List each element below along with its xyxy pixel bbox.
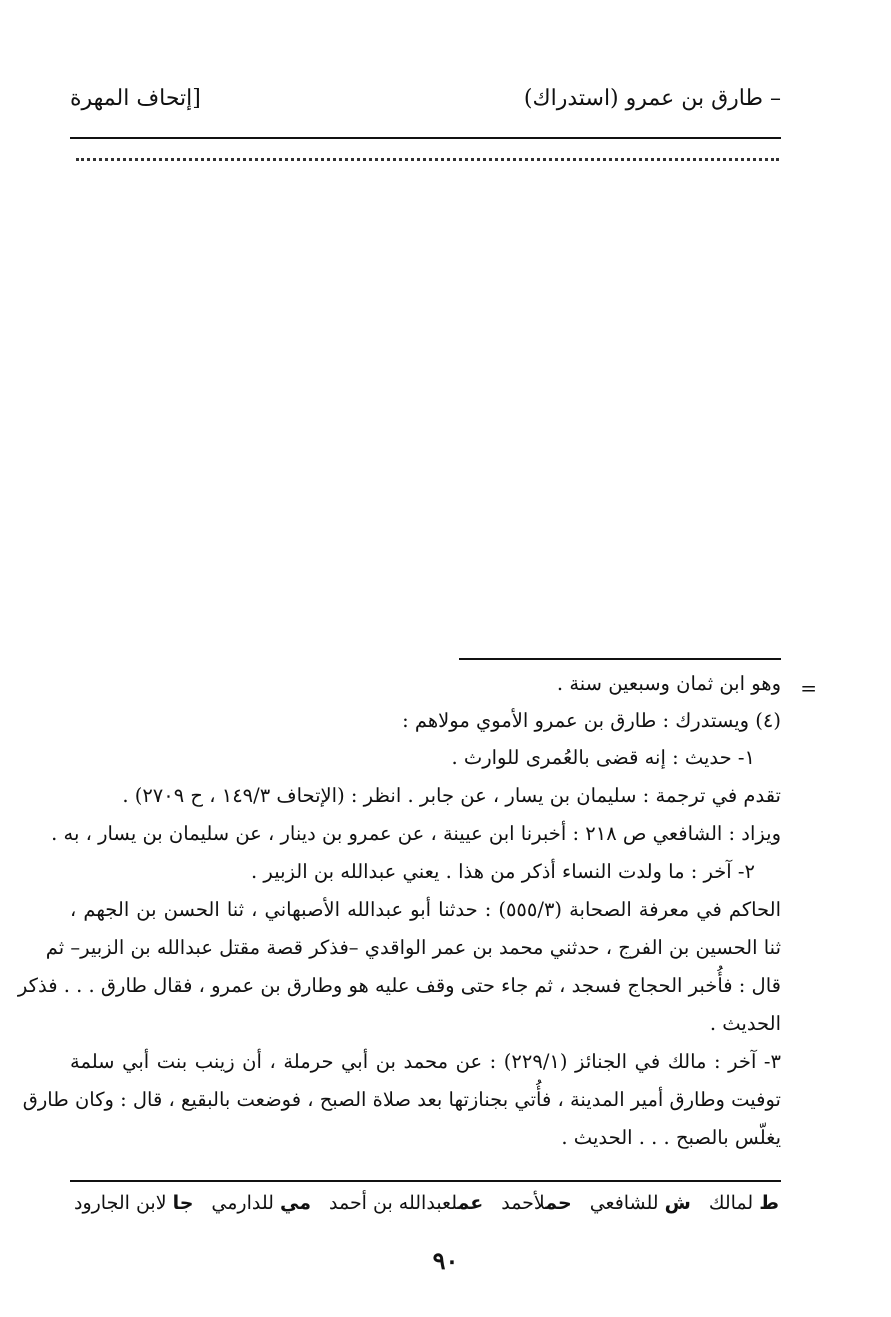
legend-item	[501, 1192, 571, 1214]
legend-label: للدارمي	[211, 1192, 274, 1214]
legend-item	[74, 1192, 193, 1214]
note-line: ١- حديث : إنه قضى بالعُمرى للوارث .	[451, 746, 755, 769]
abbreviation-legend	[74, 1192, 779, 1214]
note-line: توفيت وطارق أمير المدينة ، فأُتي بجنازتها بعد صلاة الصبح ، فوضعت بالبقيع ، قال : وكان طارق	[22, 1088, 781, 1111]
legend-code: ش	[664, 1192, 691, 1214]
footnote-continuation-marker: =	[800, 676, 817, 700]
legend-label: لمالك	[708, 1192, 754, 1214]
legend-code: جا	[172, 1192, 194, 1214]
legend-code: حم	[545, 1192, 572, 1214]
legend-code: ط	[759, 1192, 779, 1214]
legend-label: لأحمد	[501, 1192, 546, 1214]
note-line: الحاكم في معرفة الصحابة (٥٥٥/٣) : حدثنا أبو عبدالله الأصبهاني ، ثنا الحسن بن الجهم ،	[70, 898, 781, 921]
legend-item	[709, 1192, 779, 1214]
note-line: ثنا الحسين بن الفرج ، حدثني محمد بن عمر الواقدي –فذكر قصة مقتل عبدالله بن الزبير– ثم	[45, 936, 781, 959]
note-line: الحديث .	[709, 1012, 781, 1035]
header-rule	[70, 137, 781, 139]
legend-item	[590, 1192, 691, 1214]
note-line: ٢- آخر : ما ولدت النساء أذكر من هذا . يعني عبدالله بن الزبير .	[251, 860, 755, 883]
legend-label: لعبدالله بن أحمد	[328, 1192, 458, 1214]
footnote-rule	[459, 658, 781, 660]
legend-code: مي	[280, 1192, 311, 1214]
legend-label: لابن الجارود	[74, 1192, 167, 1214]
legend-item	[211, 1192, 311, 1214]
dotted-separator	[76, 158, 779, 177]
note-line: وهو ابن ثمان وسبعين سنة .	[556, 672, 781, 695]
legend-item	[329, 1192, 483, 1214]
note-line: (٤) ويستدرك : طارق بن عمرو الأموي مولاهم :	[402, 709, 781, 732]
legend-code: عم	[457, 1192, 484, 1214]
note-line: يغلّس بالصبح . . . الحديث .	[561, 1126, 781, 1149]
note-line: قال : فأُخبر الحجاج فسجد ، ثم جاء حتى وقف عليه هو وطارق بن عمرو ، فقال طارق . . . فذكر	[17, 974, 781, 997]
legend-label: للشافعي	[589, 1192, 659, 1214]
note-line: ٣- آخر : مالك في الجنائز (٢٢٩/١) : عن محمد بن أبي حرملة ، أن زينب بنت أبي سلمة	[70, 1050, 782, 1073]
page-number: ٩٠	[432, 1246, 459, 1275]
header-section-title: – طارق بن عمرو (استدراك)	[523, 86, 781, 111]
note-line: ويزاد : الشافعي ص ٢١٨ : أخبرنا ابن عيينة ، عن عمرو بن دينار ، عن سليمان بن يسار ، به .	[51, 822, 781, 845]
note-line: تقدم في ترجمة : سليمان بن يسار ، عن جابر . انظر : (الإتحاف ١٤٩/٣ ، ح ٢٧٠٩) .	[122, 784, 781, 807]
header-book-title: [إتحاف المهرة	[70, 86, 201, 111]
running-header	[70, 86, 781, 126]
legend-rule	[70, 1180, 781, 1182]
